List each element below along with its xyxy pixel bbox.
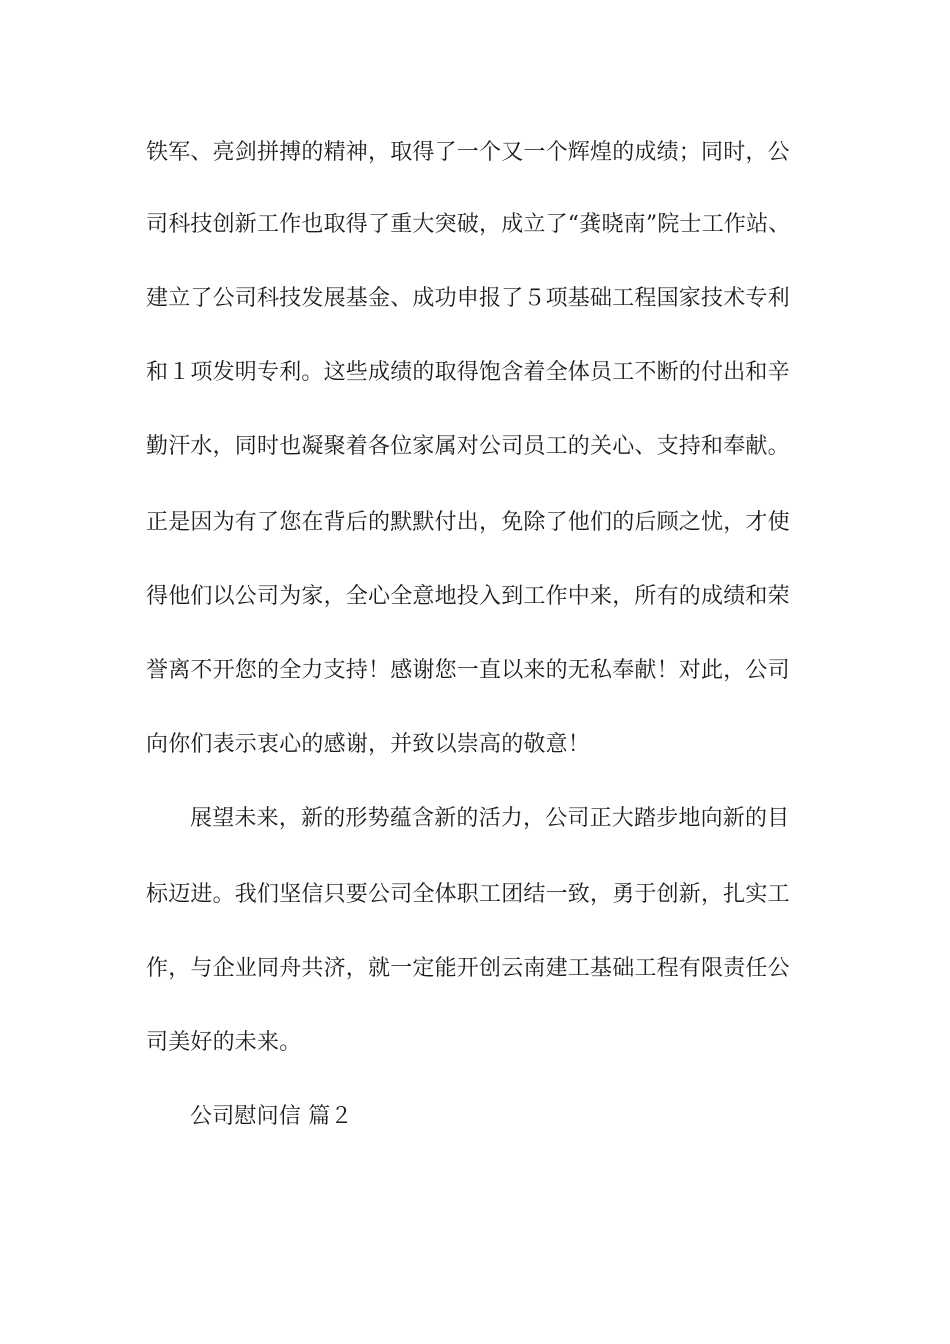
text-line: 得他们以公司为家，全心全意地投入到工作中来，所有的成绩和荣 [146, 584, 790, 609]
text-line: 作，与企业同舟共济，就一定能开创云南建工基础工程有限责任公 [146, 956, 790, 981]
text-line: 誉离不开您的全力支持！感谢您一直以来的无私奉献！对此，公司 [146, 658, 790, 683]
text-line: 建立了公司科技发展基金、成功申报了５项基础工程国家技术专利 [146, 286, 790, 311]
text-line: 勤汗水，同时也凝聚着各位家属对公司员工的关心、支持和奉献。 [146, 434, 790, 459]
text-line: 和１项发明专利。这些成绩的取得饱含着全体员工不断的付出和辛 [146, 360, 790, 385]
text-line: 正是因为有了您在背后的默默付出，免除了他们的后顾之忧，才使 [146, 510, 790, 535]
text-line: 司科技创新工作也取得了重大突破，成立了“龚晓南”院士工作站、 [146, 212, 791, 237]
text-line: 向你们表示衷心的感谢，并致以崇高的敬意！ [146, 732, 591, 757]
text-line: 展望未来，新的形势蕴含新的活力，公司正大踏步地向新的目 [190, 806, 790, 831]
text-line: 司美好的未来。 [146, 1030, 302, 1055]
text-line: 标迈进。我们坚信只要公司全体职工团结一致，勇于创新，扎实工 [146, 882, 790, 907]
text-line: 铁军、亮剑拼搏的精神，取得了一个又一个辉煌的成绩；同时，公 [146, 140, 790, 165]
section-heading: 公司慰问信 篇２ [190, 1104, 353, 1129]
